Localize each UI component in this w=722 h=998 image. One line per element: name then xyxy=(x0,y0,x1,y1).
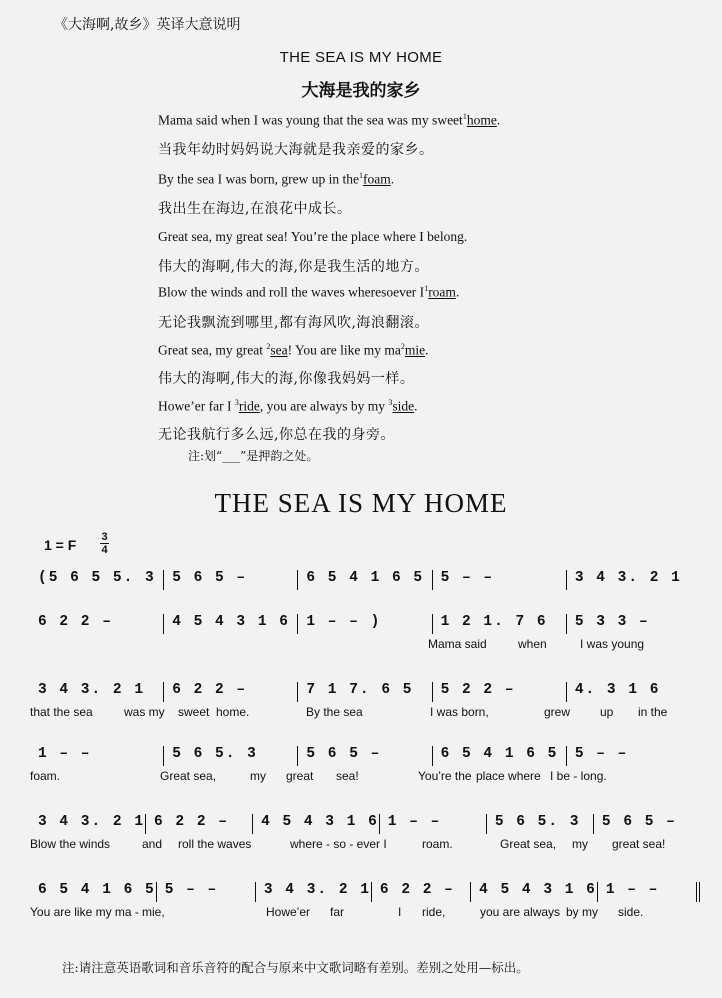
measure: 6 2 2 – xyxy=(38,614,113,630)
notes-row xyxy=(30,872,700,902)
score-system xyxy=(30,604,700,672)
measure: 4 5 4 3 1 6 xyxy=(252,814,379,834)
measure: 5 – – xyxy=(432,570,566,590)
lyric-en-line-4: Blow the winds and roll the waves wheresoever $I^1roam$. xyxy=(158,284,460,300)
lyrics-row xyxy=(30,902,700,924)
score-system xyxy=(30,672,700,736)
measure: 4 5 4 3 1 6 xyxy=(470,882,597,902)
lyric-syllable: was my xyxy=(124,705,165,719)
measure: 5 2 2 – xyxy=(432,682,566,702)
lyric-en-line-5: Great sea, my great $^2$sea! You are like my $ma^2mie$. xyxy=(158,342,429,358)
notes-row xyxy=(30,804,700,834)
lyrics-row xyxy=(30,634,700,656)
lyric-en-line-6: Howe’er far I $^3$ride, you are always by my $^3$side. xyxy=(158,398,418,414)
lyric-syllable: Great sea, xyxy=(160,769,217,783)
measure: 5 – – xyxy=(566,746,700,766)
lyric-zh-line-4: 无论我飘流到哪里,都有海风吹,海浪翻滚。 xyxy=(158,315,429,331)
lyric-syllable: I be - long. xyxy=(550,769,607,783)
notes-row xyxy=(30,672,700,702)
lyrics-row xyxy=(30,702,700,724)
lyric-zh-line-5: 伟大的海啊,伟大的海,你像我妈妈一样。 xyxy=(158,371,415,387)
lyric-syllable: I was young xyxy=(580,637,645,651)
lyric-syllable: Blow the winds xyxy=(30,837,111,851)
lyrics-row xyxy=(30,834,700,856)
measure: 5 6 5. 3 xyxy=(486,814,593,834)
measure: 1 – – ) xyxy=(297,614,431,634)
measure: 1 – – xyxy=(38,746,92,762)
lyric-syllable: mie, xyxy=(142,905,165,919)
measure: 5 3 3 – xyxy=(566,614,700,634)
notes-row xyxy=(30,736,700,766)
measure: 3 4 3. 2 1 xyxy=(38,814,146,830)
measure: 5 – – xyxy=(156,882,255,902)
measure: 6 5 4 1 6 5 xyxy=(38,882,156,898)
lyric-en-line-3: Great sea, my great sea! You’re the place where I belong. xyxy=(158,229,468,244)
lyric-syllable: my xyxy=(572,837,588,851)
header-note: 《大海啊,故乡》英译大意说明 xyxy=(54,17,241,33)
lyric-syllable: roam. xyxy=(422,837,453,851)
lyric-syllable: Great sea, xyxy=(500,837,557,851)
measure: 3 4 3. 2 1 xyxy=(255,882,371,902)
notes-row xyxy=(30,604,700,634)
lyric-syllable: great sea! xyxy=(612,837,666,851)
lyric-syllable: foam. xyxy=(30,769,61,783)
measure: 1 2 1. 7 6 xyxy=(432,614,566,634)
lyric-syllable: in the xyxy=(638,705,668,719)
english-title: THE SEA IS MY HOME xyxy=(279,49,443,66)
score-title: THE SEA IS MY HOME xyxy=(214,488,508,518)
lyric-syllable: my xyxy=(250,769,266,783)
lyric-syllable: Howe’er xyxy=(266,905,311,919)
lyric-syllable: roll the waves xyxy=(178,837,252,851)
lyric-zh-line-6: 无论我航行多么远,你总在我的身旁。 xyxy=(158,427,395,443)
rhyme-footnote: 注:划“___”是押韵之处。 xyxy=(188,449,319,463)
chinese-title: 大海是我的家乡 xyxy=(301,81,421,101)
lyric-syllable: great xyxy=(286,769,314,783)
measure: 5 6 5 – xyxy=(163,570,297,590)
lyric-syllable: You are like my ma - xyxy=(30,905,139,919)
measure: 6 2 2 – xyxy=(371,882,470,902)
lyric-syllable: by my xyxy=(566,905,599,919)
lyric-syllable: I was born, xyxy=(430,705,489,719)
lyric-syllable: far xyxy=(330,905,345,919)
lyric-syllable: ride, xyxy=(422,905,446,919)
lyric-syllable: side. xyxy=(618,905,644,919)
jianpu-score xyxy=(30,560,700,942)
measure: 5 6 5. 3 xyxy=(163,746,297,766)
lyric-syllable: I xyxy=(398,905,402,919)
lyric-syllable: sweet xyxy=(178,705,210,719)
measure: 4. 3 1 6 xyxy=(566,682,700,702)
lyric-en-line-1: Mama said when I was young that the sea was my sweet$^1$home. xyxy=(158,112,501,128)
lyric-syllable: up xyxy=(600,705,614,719)
lyric-syllable: You’re the xyxy=(418,769,472,783)
lyric-syllable: By the sea xyxy=(306,705,363,719)
notes-row xyxy=(30,560,700,590)
measure: 3 4 3. 2 1 xyxy=(38,682,146,698)
lyric-zh-line-2: 我出生在海边,在浪花中成长。 xyxy=(158,201,352,217)
lyric-syllable: home. xyxy=(216,705,250,719)
measure: 5 6 5 – xyxy=(297,746,431,766)
lyric-syllable: where - so - ever I xyxy=(290,837,387,851)
lyric-syllable: sea! xyxy=(336,769,359,783)
score-system xyxy=(30,560,700,604)
score-system xyxy=(30,804,700,872)
measure: 6 5 4 1 6 5 xyxy=(297,570,431,590)
lyric-syllable: Mama said xyxy=(428,637,487,651)
time-signature: 3 4 xyxy=(101,531,108,556)
lyric-syllable: when xyxy=(518,637,547,651)
lyric-syllable: you are always xyxy=(480,905,561,919)
lyric-zh-line-1: 当我年幼时妈妈说大海就是我亲爱的家乡。 xyxy=(158,142,434,158)
measure: 1 – – xyxy=(597,882,700,902)
measure: 1 – – xyxy=(379,814,486,834)
measure: 4 5 4 3 1 6 xyxy=(163,614,297,634)
lyric-syllable: grew xyxy=(544,705,571,719)
measure: 6 2 2 – xyxy=(145,814,252,834)
bottom-note: 注:请注意英语歌词和音乐音符的配合与原来中文歌词略有差别。差别之处用—标出。 xyxy=(62,960,529,975)
lyric-zh-line-3: 伟大的海啊,伟大的海,你是我生活的地方。 xyxy=(158,259,429,275)
measure: 6 2 2 – xyxy=(163,682,297,702)
score-system xyxy=(30,872,700,942)
lyric-syllable: that the sea xyxy=(30,705,93,719)
measure: 5 6 5 – xyxy=(593,814,700,834)
measure: (5 6 5 5. 3 xyxy=(38,570,156,586)
score-system xyxy=(30,736,700,804)
lyric-en-line-2: By the sea I was born, grew up in the$^1$foam. xyxy=(158,171,395,187)
lyric-syllable: place where xyxy=(476,769,541,783)
key-signature: 1 = F xyxy=(44,537,77,553)
measure: 7 1 7. 6 5 xyxy=(297,682,431,702)
lyric-syllable: and xyxy=(142,837,163,851)
lyrics-row xyxy=(30,766,700,788)
measure: 6 5 4 1 6 5 xyxy=(432,746,566,766)
measure: 3 4 3. 2 1 xyxy=(566,570,700,590)
